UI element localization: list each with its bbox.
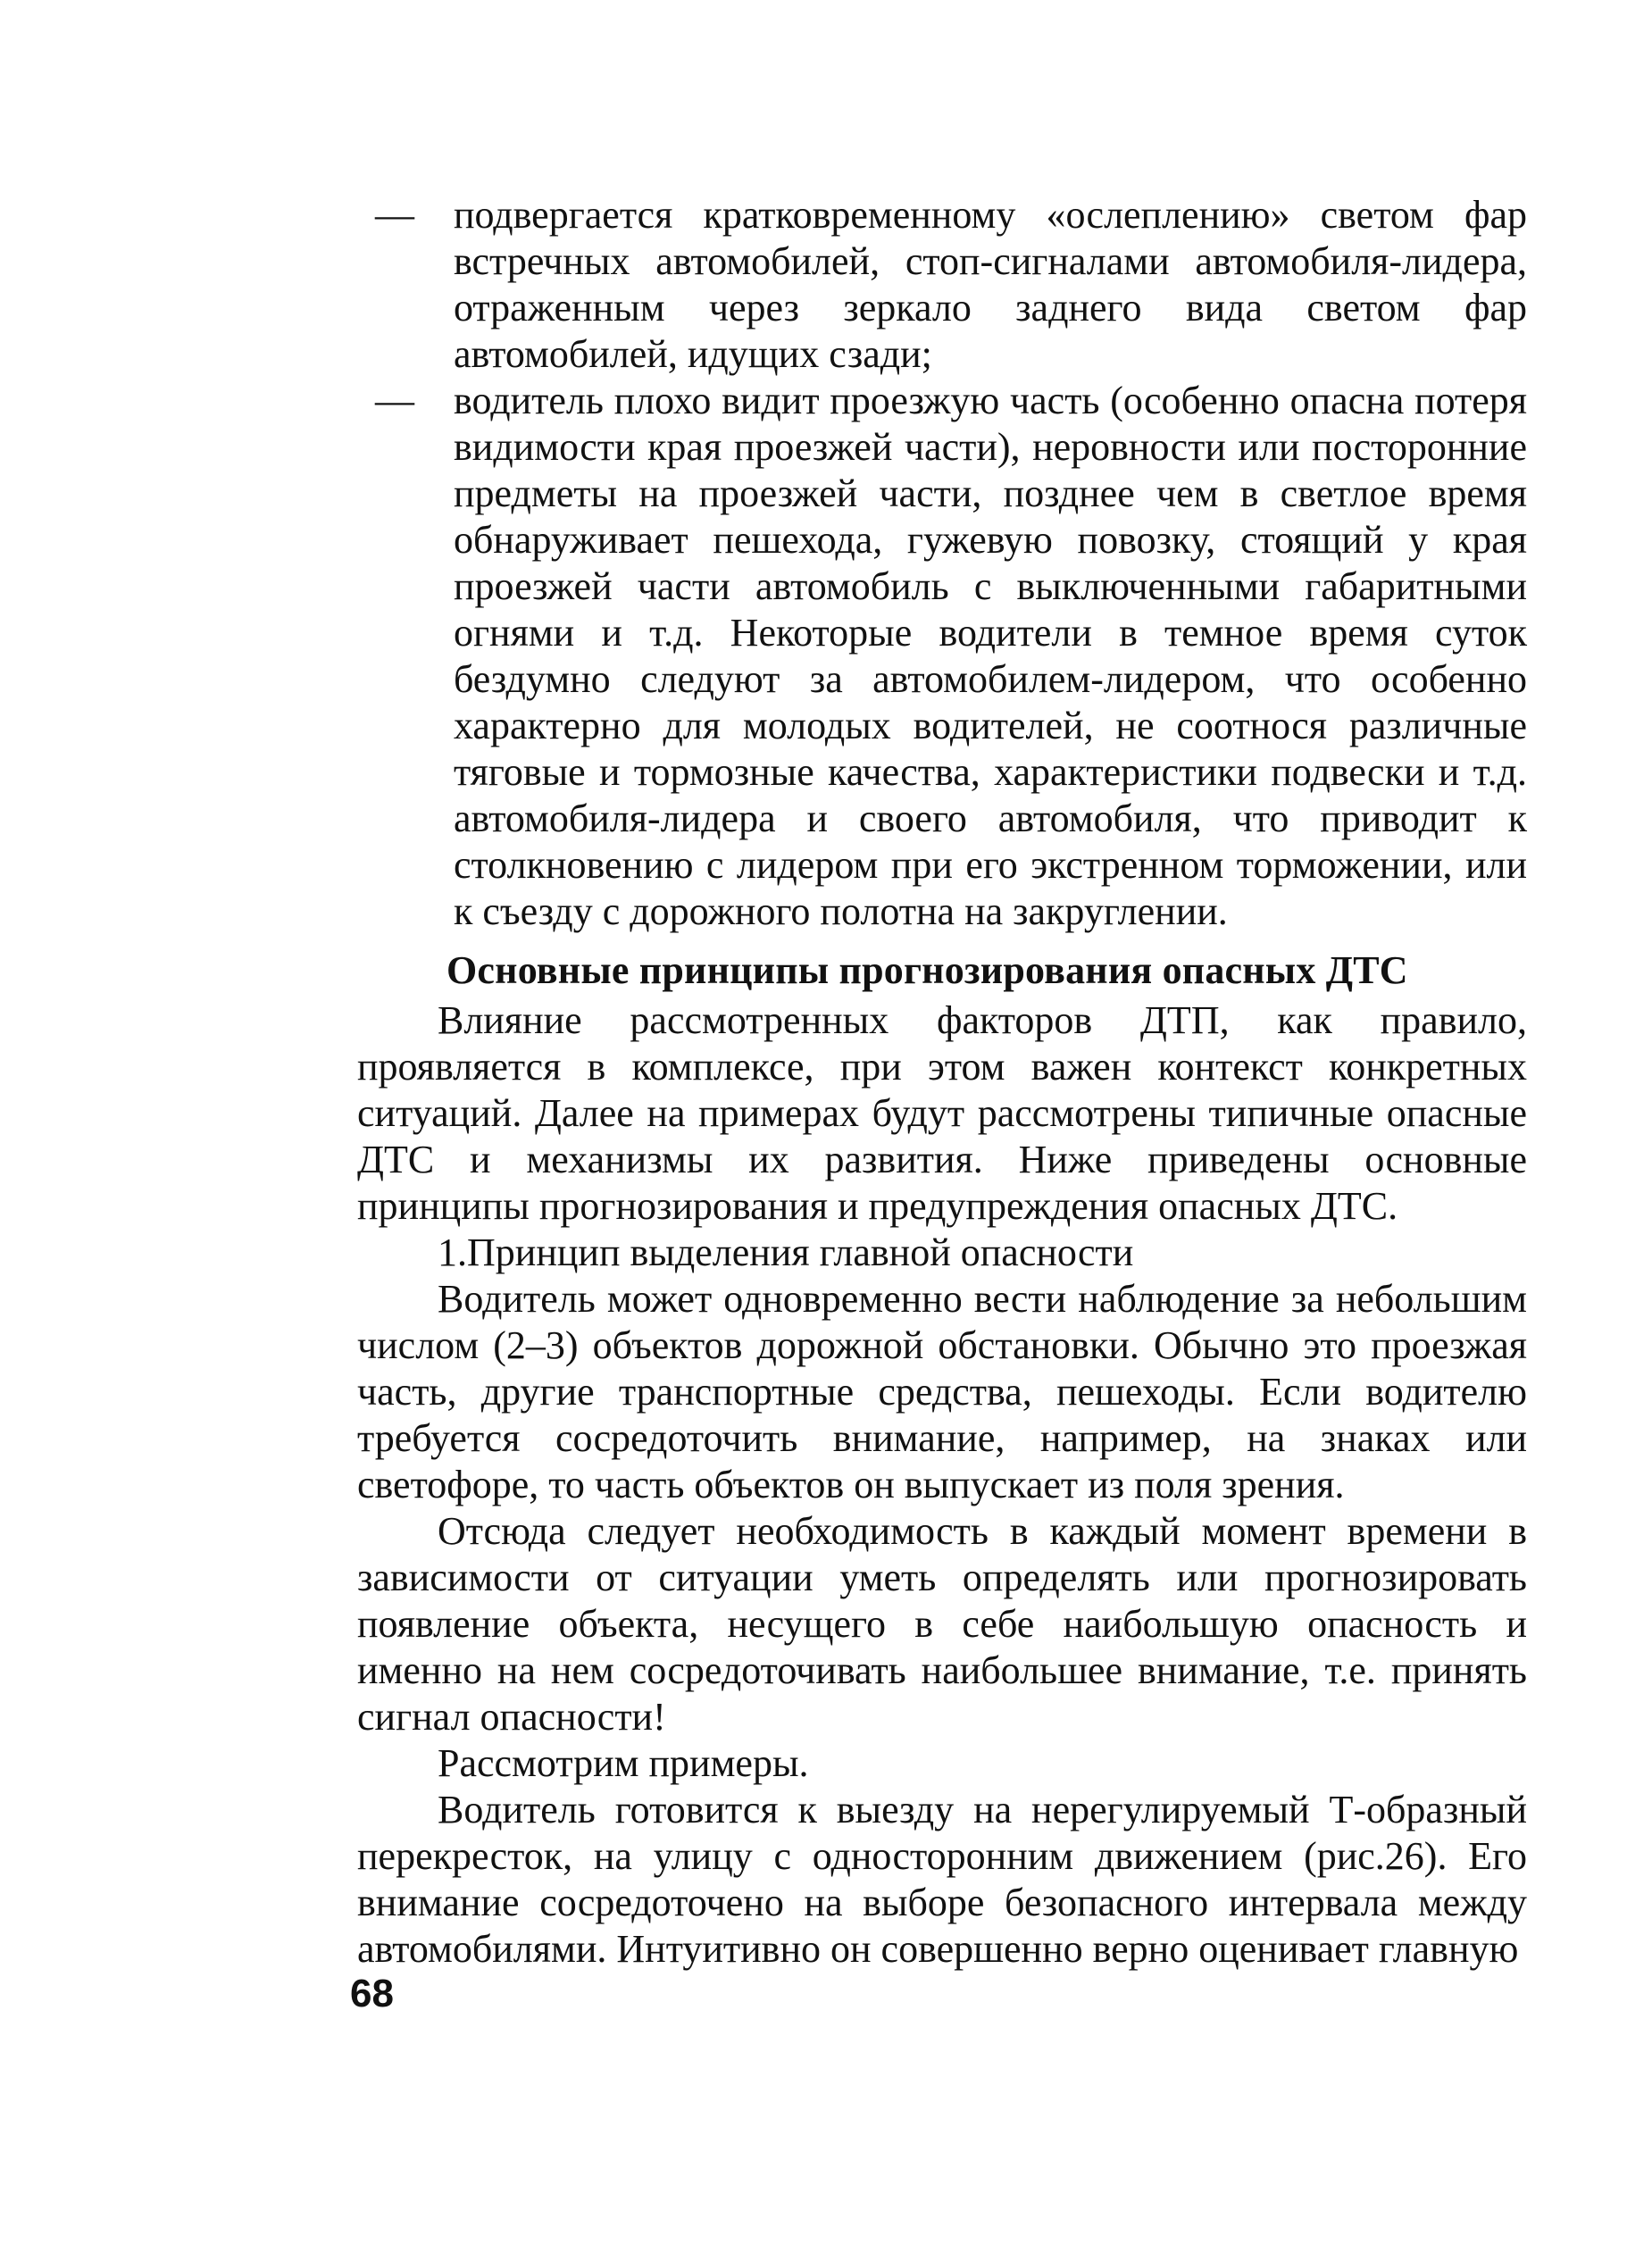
body-paragraph: Водитель может одновременно вести наблюдение за небольшим числом (2–3) объектов дорожной обстановки. Обычно это проезжая часть, другие транспортные средства, пешеходы. Если водителю требуется сосредоточить внимание, например, на знаках или светофоре, то часть объектов он выпускает из поля зрения.: [357, 1277, 1527, 1506]
list-item-text: подвергается кратковременному «ослеплению» светом фар встречных автомобилей, стоп-сигналами автомобиля-лидера, отраженным через зеркало заднего вида светом фар автомобилей, идущих сзади;: [454, 193, 1527, 376]
list-dash: —: [375, 193, 414, 237]
intro-paragraph: Влияние рассмотренных факторов ДТП, как правило, проявляется в комплексе, при этом важен контекст конкретных ситуаций. Далее на примерах будут рассмотрены типичные опасные ДТС и механизмы их развития. Ниже приведены основные принципы прогнозирования и предупреждения опасных ДТС.: [357, 998, 1527, 1228]
section-heading: Основные принципы прогнозирования опасных ДТС: [446, 948, 1408, 992]
body-paragraph: Рассмотрим примеры.: [438, 1741, 809, 1785]
list-item-text: водитель плохо видит проезжую часть (особенно опасна потеря видимости края проезжей части), неровности или посторонние предметы на проезжей части, позднее чем в светлое время обнаруживает пешехода, гужевую повозку, стоящий у края проезжей части автомобиль с выключенными габаритными огнями и т.д. Некоторые водители в темное время суток бездумно следуют за автомобилем-лидером, что особенно характерно для молодых водителей, не соотнося различные тяговые и тормозные качества, характеристики подвески и т.д. автомобиля-лидера и своего автомобиля, что приводит к столкновению с лидером при его экстренном торможении, или к съезду с дорожного полотна на закруглении.: [454, 379, 1527, 933]
page-number: 68: [350, 1972, 394, 2015]
body-paragraph: Отсюда следует необходимость в каждый момент времени в зависимости от ситуации уметь определять или прогнозировать появление объекта, несущего в себе наибольшую опасность и именно на нем сосредоточивать наибольшее внимание, т.е. принять сигнал опасности!: [357, 1509, 1527, 1739]
list-item: [357, 378, 1527, 935]
body-paragraph: Водитель готовится к выезду на нерегулируемый Т-образный перекресток, на улицу с односторонним движением (рис.26). Его внимание сосредоточено на выборе безопасного интервала между автомобилями. Интуитивно он совершенно верно оценивает главную: [357, 1788, 1527, 1971]
text-column: [357, 192, 1527, 1973]
list-dash: —: [375, 379, 414, 422]
principle-title: 1.Принцип выделения главной опасности: [438, 1231, 1134, 1274]
list-item: [357, 192, 1527, 378]
